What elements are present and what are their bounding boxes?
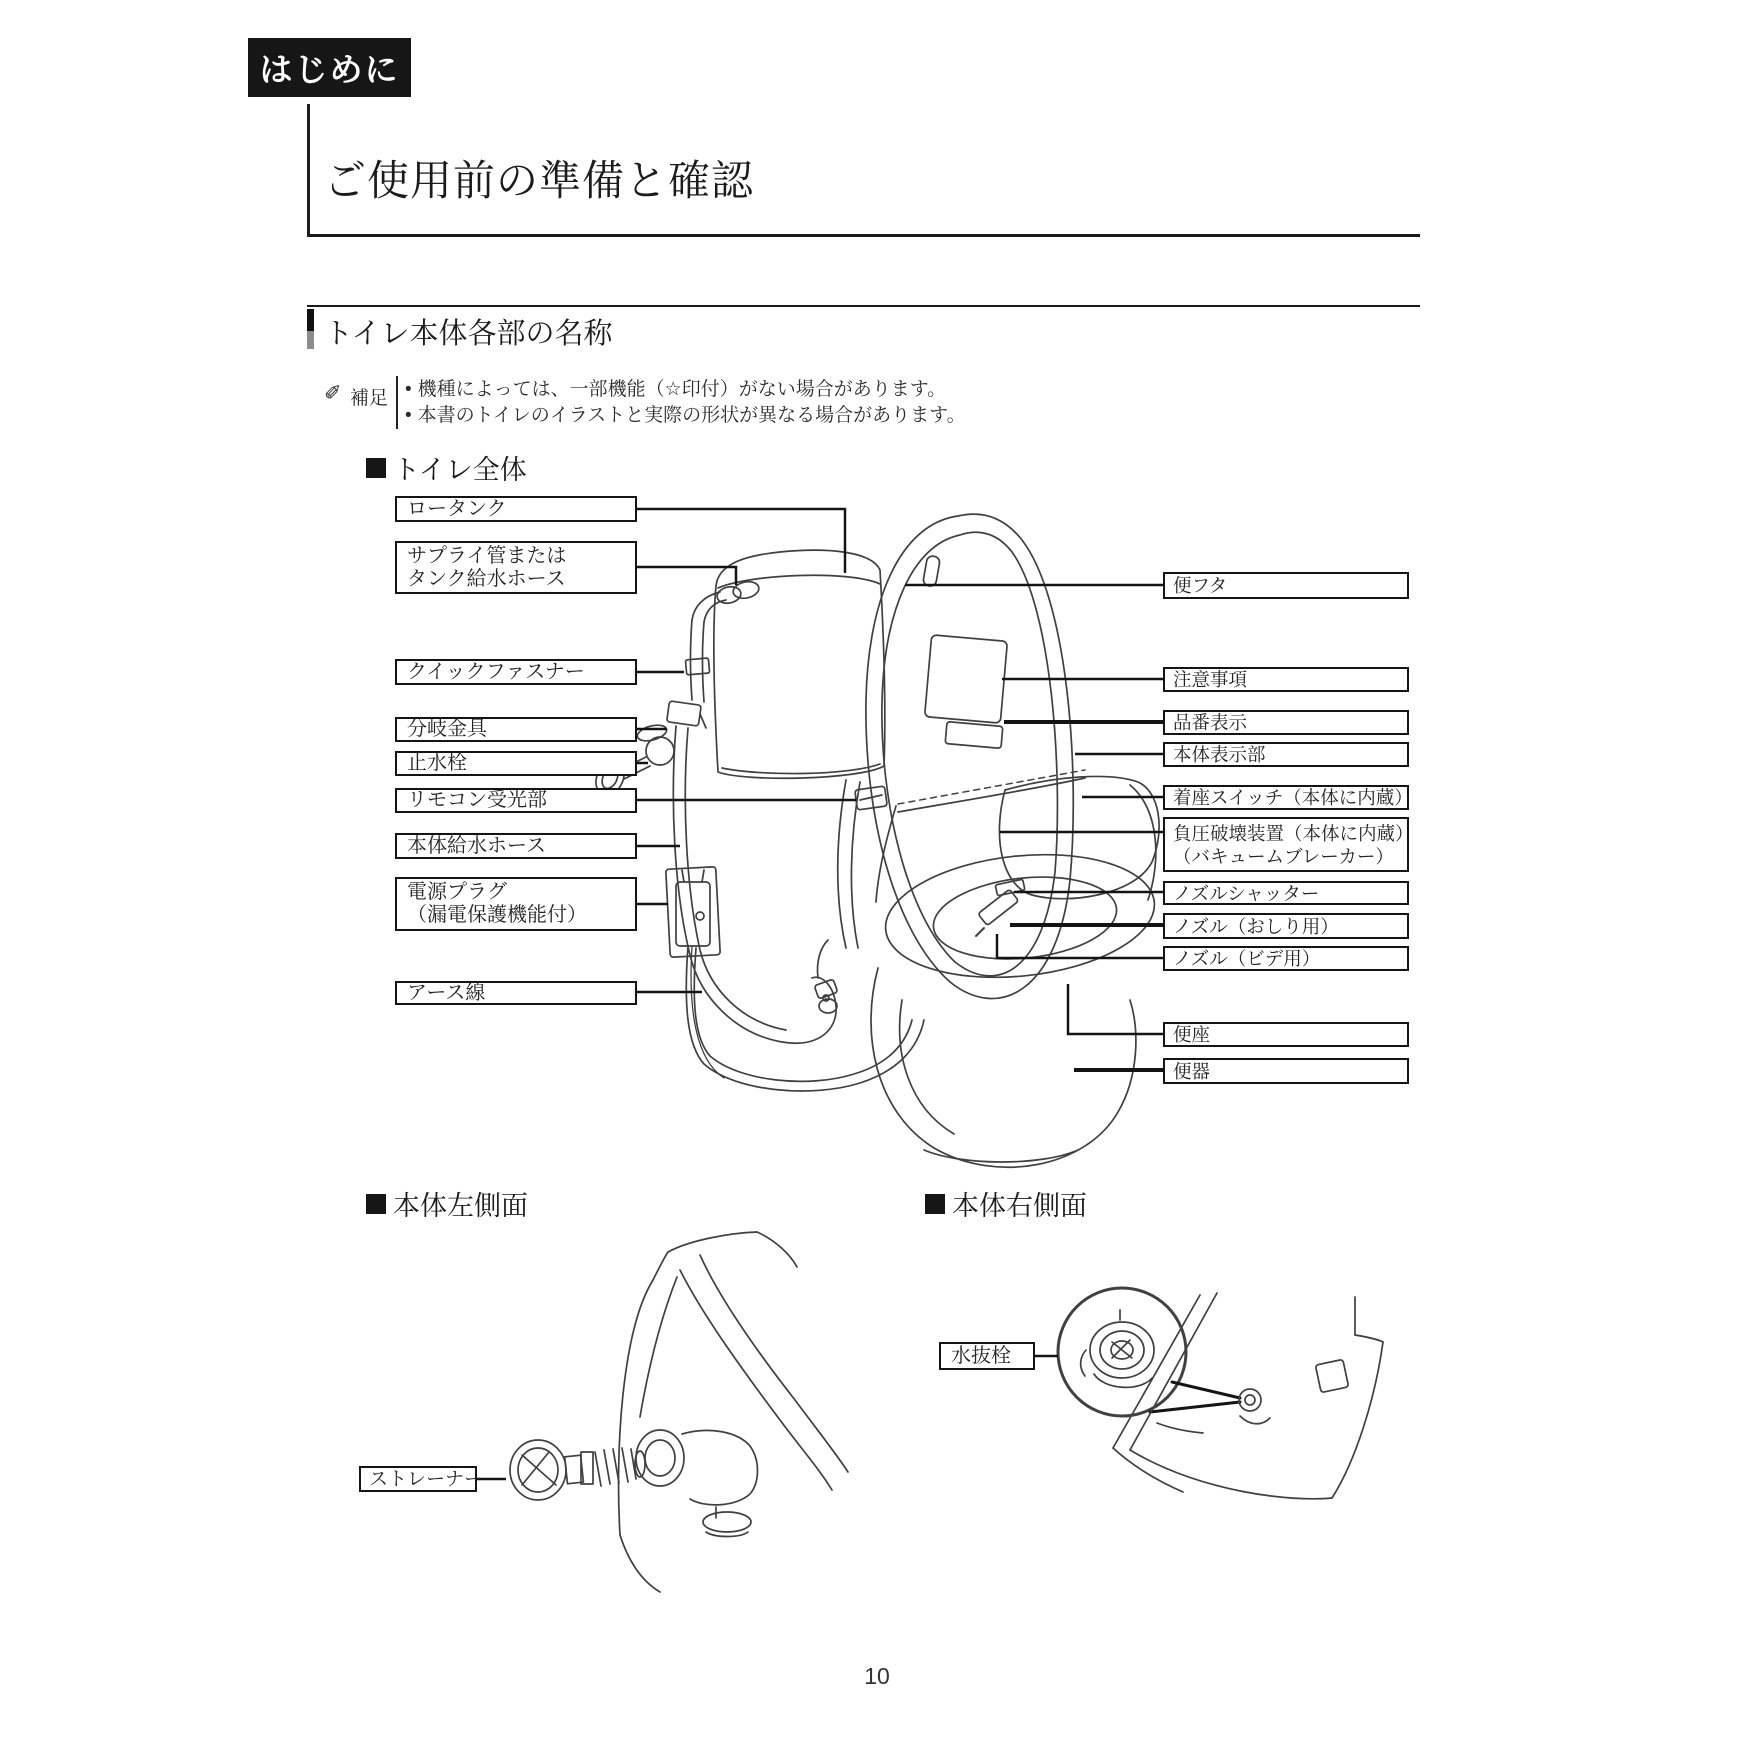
part-label-text: クイックファスナー xyxy=(407,660,585,683)
part-label-text: ノズル（おしり用） xyxy=(1173,915,1339,937)
leader-line xyxy=(637,567,736,585)
part-label-strainer xyxy=(359,1466,484,1492)
subsection-title: 本体右側面 xyxy=(952,1191,1087,1221)
part-label-text: 注意事項 xyxy=(1173,669,1248,690)
leader-line xyxy=(637,509,845,573)
part-label-text: 水抜栓 xyxy=(951,1344,1011,1367)
part-label-text: 分岐金具 xyxy=(407,718,487,740)
part-label-remote-receiver xyxy=(395,788,637,813)
part-label-text: 止水栓 xyxy=(407,752,467,774)
part-label-text: サプライ管または xyxy=(407,544,567,567)
part-label-stop-valve xyxy=(395,751,637,776)
note-item-text: 本書のトイレのイラストと実際の形状が異なる場合があります。 xyxy=(417,405,966,426)
part-label-bowl xyxy=(1163,1058,1409,1084)
part-label-branch-fitting xyxy=(395,717,637,742)
part-label-nozzle-shutter xyxy=(1163,881,1409,905)
part-label-text: アース線 xyxy=(407,981,486,1004)
part-label-supply-pipe xyxy=(395,541,637,594)
part-label-body-display xyxy=(1163,742,1409,767)
subsection-title: 本体左側面 xyxy=(393,1191,528,1221)
part-label-model-number xyxy=(1163,710,1409,735)
part-label-vacuum-breaker xyxy=(1163,817,1414,872)
note-item-text: 機種によっては、一部機能（☆印付）がない場合があります。 xyxy=(417,379,947,400)
chapter-banner-label: はじめに xyxy=(259,51,400,88)
strainer-art xyxy=(510,1440,645,1500)
part-label-lid xyxy=(1163,572,1409,599)
part-label-text: 本体給水ホース xyxy=(407,834,546,857)
part-label-text: ノズル（ビデ用） xyxy=(1173,948,1321,969)
part-label-power-plug xyxy=(395,877,637,931)
part-label-earth-wire xyxy=(395,981,637,1005)
part-label-caution xyxy=(1163,667,1409,692)
part-label-text: ロータンク xyxy=(407,497,507,520)
note-label: 補足 xyxy=(350,388,389,409)
part-label-low-tank xyxy=(395,496,637,522)
part-label-text: 本体表示部 xyxy=(1173,744,1266,765)
part-label-text: タンク給水ホース xyxy=(407,567,566,590)
bullet-icon: • xyxy=(405,379,412,400)
part-label-text: 便フタ xyxy=(1173,575,1228,596)
page-number: 10 xyxy=(864,1663,890,1689)
power-plug-art xyxy=(666,867,924,1091)
part-label-body-hose xyxy=(395,833,637,859)
part-label-text: 便器 xyxy=(1173,1060,1211,1082)
part-label-nozzle-bidet xyxy=(1163,946,1409,971)
part-label-text: 品番表示 xyxy=(1173,712,1248,733)
part-label-text: （漏電保護機能付） xyxy=(407,904,587,926)
left-side-figure-art xyxy=(510,1232,848,1592)
part-label-text: （バキュームブレーカー） xyxy=(1173,845,1394,867)
part-label-text: 便座 xyxy=(1173,1024,1211,1045)
part-label-nozzle-rear xyxy=(1163,913,1409,939)
part-label-seat-switch xyxy=(1163,785,1413,810)
bullet-icon: • xyxy=(405,405,412,426)
part-label-text: 負圧破壊装置（本体に内蔵） xyxy=(1173,822,1414,844)
part-label-seat xyxy=(1163,1022,1409,1047)
body-art xyxy=(838,780,1136,1167)
subsection-title: トイレ全体 xyxy=(393,455,527,485)
pencil-icon: ✐ xyxy=(324,382,342,405)
leader-line xyxy=(1068,984,1163,1034)
part-label-drain-plug xyxy=(939,1342,1035,1370)
part-label-text: リモコン受光部 xyxy=(407,789,547,811)
page-title: ご使用前の準備と確認 xyxy=(324,157,755,204)
part-label-text: ストレーナー xyxy=(369,1468,484,1490)
right-side-figure-art xyxy=(1058,1288,1383,1499)
part-label-text: ノズルシャッター xyxy=(1173,882,1320,904)
section-title: トイレ本体各部の名称 xyxy=(324,318,613,350)
part-label-text: 電源プラグ xyxy=(407,881,507,903)
part-label-text: 着座スイッチ（本体に内蔵） xyxy=(1173,787,1413,808)
part-label-quick-fastener xyxy=(395,659,637,685)
